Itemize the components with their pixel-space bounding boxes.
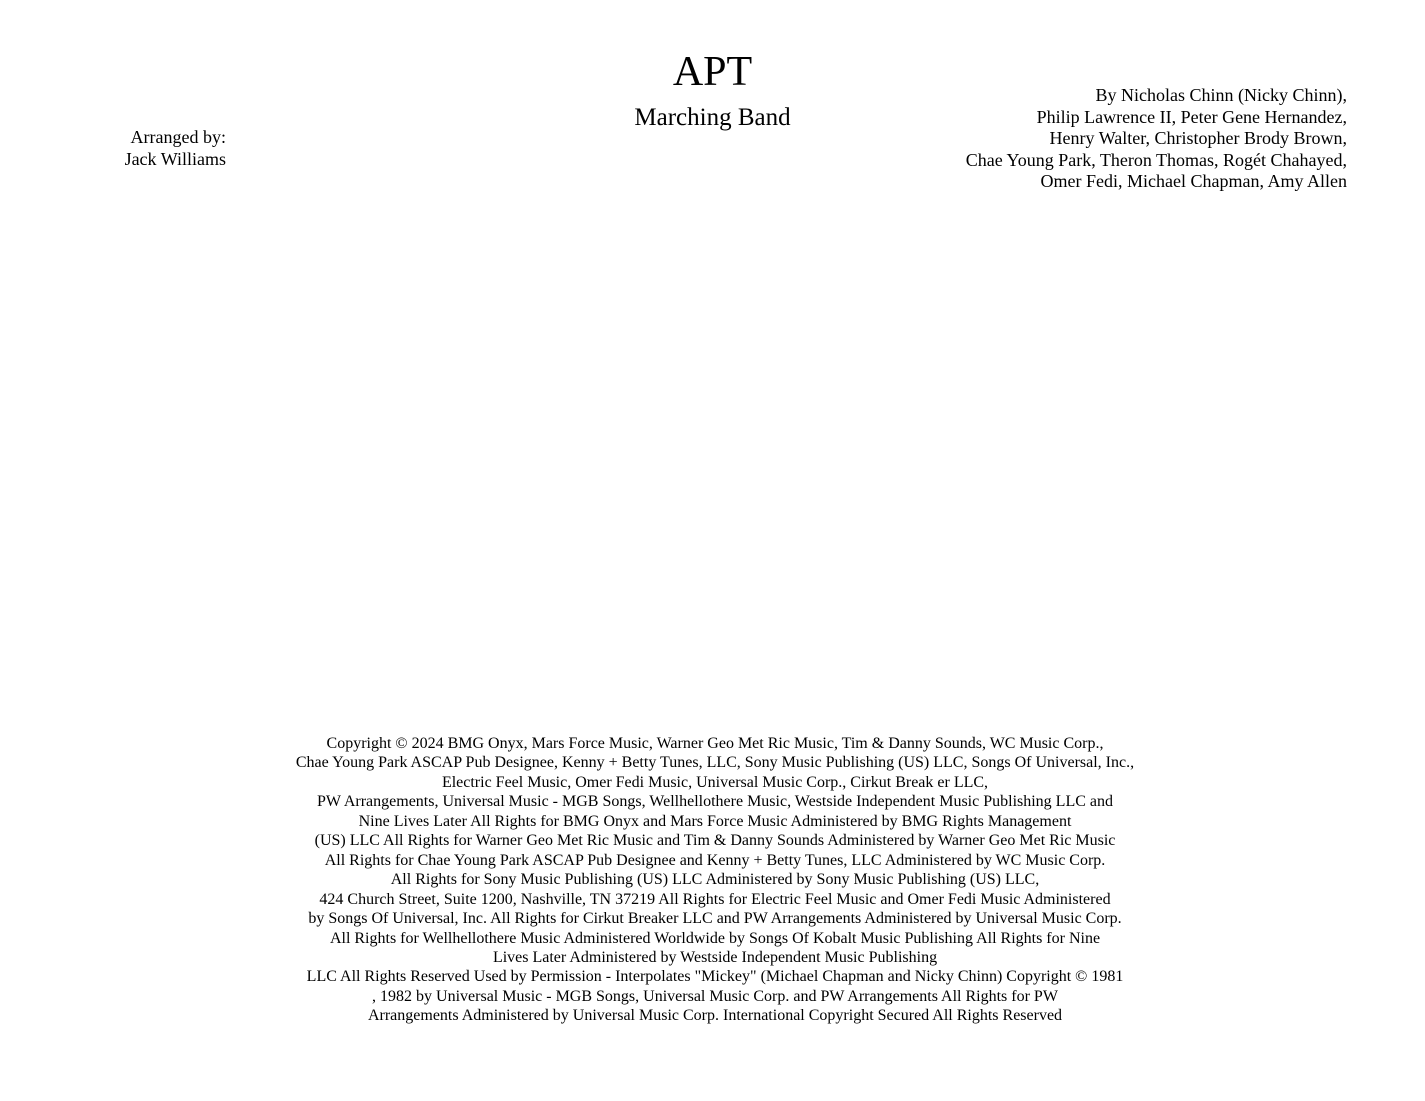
copyright-line: by Songs Of Universal, Inc. All Rights for Cirkut Breaker LLC and PW Arrangements Administered by Universal Music Corp. [308, 910, 1122, 928]
copyright-line: PW Arrangements, Universal Music - MGB Songs, Wellhellothere Music, Westside Independent Music Publishing LLC and [317, 793, 1113, 811]
composer-line: Philip Lawrence II, Peter Gene Hernandez, [1036, 106, 1347, 127]
composer-line: Omer Fedi, Michael Chapman, Amy Allen [1040, 171, 1347, 192]
copyright-line: All Rights for Sony Music Publishing (US) LLC Administered by Sony Music Publishing (US) LLC, [390, 871, 1040, 889]
composer-line: By Nicholas Chinn (Nicky Chinn), [1095, 85, 1347, 105]
arranger-credit [40, 126, 226, 170]
copyright-line: Electric Feel Music, Omer Fedi Music, Universal Music Corp., Cirkut Break er LLC, [441, 773, 989, 791]
copyright-line: Arrangements Administered by Universal Music Corp. International Copyright Secured All Rights Reserved [367, 1007, 1063, 1025]
copyright-line: Lives Later Administered by Westside Independent Music Publishing [492, 948, 938, 966]
copyright-line: Chae Young Park ASCAP Pub Designee, Kenny + Betty Tunes, LLC, Sony Music Publishing (US) LLC, Songs Of Universal, Inc., [295, 754, 1135, 772]
composer-line: Henry Walter, Christopher Brody Brown, [1049, 128, 1347, 149]
copyright-line: 424 Church Street, Suite 1200, Nashville, TN 37219 All Rights for Electric Feel Music and Omer Fedi Music Administered [319, 890, 1111, 908]
copyright-line: Nine Lives Later All Rights for BMG Onyx and Mars Force Music Administered by BMG Rights Management [358, 812, 1072, 830]
composer-credit [840, 85, 1347, 193]
arranger-label: Arranged by: [130, 127, 226, 147]
score-subtitle: Marching Band [634, 104, 791, 131]
score-title: APT [672, 49, 753, 95]
copyright-line: All Rights for Wellhellothere Music Administered Worldwide by Songs Of Kobalt Music Publishing All Rights for Nine [329, 929, 1101, 947]
copyright-line: Copyright © 2024 BMG Onyx, Mars Force Music, Warner Geo Met Ric Music, Tim & Danny Sounds, WC Music Corp., [326, 735, 1104, 752]
copyright-line: (US) LLC All Rights for Warner Geo Met Ric Music and Tim & Danny Sounds Administered by Warner Geo Met Ric Music [314, 832, 1116, 850]
composer-line: Chae Young Park, Theron Thomas, Rogét Chahayed, [965, 149, 1347, 170]
copyright-line: All Rights for Chae Young Park ASCAP Pub Designee and Kenny + Betty Tunes, LLC Administered by WC Music Corp. [324, 851, 1106, 869]
copyright-line: , 1982 by Universal Music - MGB Songs, Universal Music Corp. and PW Arrangements All Rights for PW [372, 987, 1058, 1005]
arranger-name: Jack Williams [124, 149, 226, 169]
copyright-notice [150, 734, 1280, 1026]
copyright-line: LLC All Rights Reserved Used by Permission - Interpolates "Mickey" (Michael Chapman and Nicky Chinn) Copyright © 1981 [306, 968, 1124, 986]
